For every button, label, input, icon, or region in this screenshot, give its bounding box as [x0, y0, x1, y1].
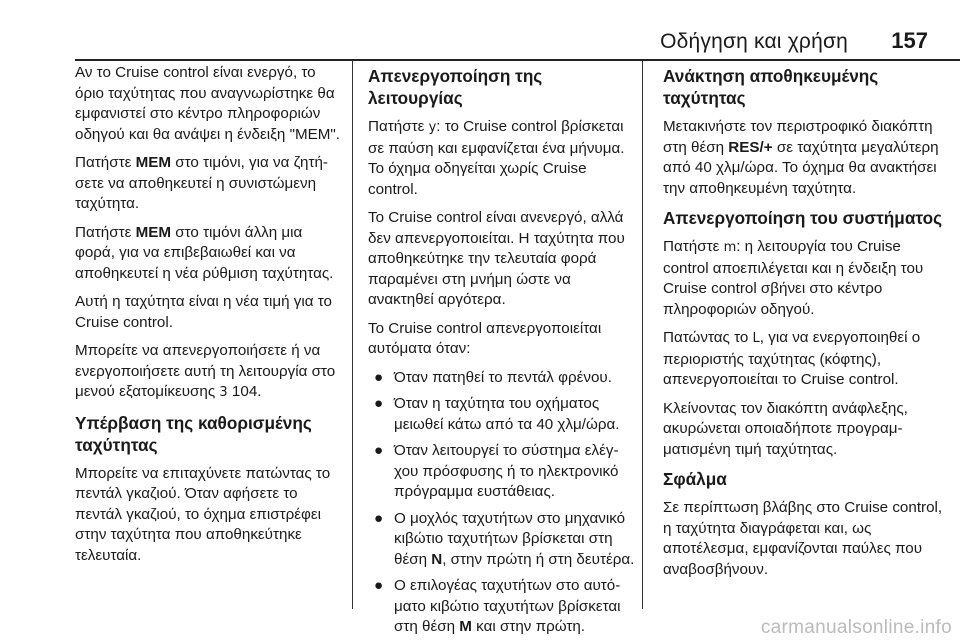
column-3 [663, 63, 948, 588]
header-rule [75, 59, 960, 61]
mem-key-label: MEM [135, 223, 171, 241]
paragraph: Αυτή η ταχύτητα είναι η νέα τιμή για το Cruise control. [75, 293, 332, 331]
paragraph: Μπορείτε να απενεργοποιήσετε ή να ενεργοποιήσετε αυτή τη λειτουργία στο μενού εξατομίκευσης 3 104. [75, 342, 336, 400]
list-item: ● Όταν η ταχύτητα του οχήματος μειωθεί κάτω από τα 40 χλμ/ώρα. [374, 395, 620, 433]
paragraph: Πατώντας το L, για να ενεργοποιηθεί ο περιοριστής ταχύτητας (κόφτης), απενεργοποιείται το Cruise control. [663, 329, 921, 388]
page-footer [0, 615, 960, 642]
paragraph: Το Cruise control απενεργοποιείται αυτόματα όταν: [368, 319, 602, 357]
watermark: carmanualsonline.info [760, 617, 952, 638]
bullet-icon: ● [374, 395, 384, 412]
paragraph: Πατήστε MEM στο τιμόνι, για να ζητήσετε να αποθηκευτεί η συνιστώμενη ταχύτητα. [75, 154, 328, 212]
paragraph: Μετακινήστε τον περιστροφικό διακόπτη στη θέση RES/+ σε ταχύτητα μεγαλύτερη από 40 χλμ/ώρα. Το όχημα θα ανακτήσει την αποθηκευμένη ταχύτητα. [663, 118, 939, 197]
bullet-icon: ● [374, 442, 384, 459]
heading-exceed-speed: Υπέρβαση της καθορισμένης ταχύτητας [75, 412, 312, 455]
deactivation-conditions-list [368, 368, 636, 638]
heading-deactivate-function: Απενεργοποίηση της λειτουργίας [368, 66, 543, 108]
page-number: 157 [891, 28, 928, 53]
speed-limiter-icon: L [752, 331, 760, 346]
list-item: ● Ο επιλογέας ταχυτήτων στο αυτόματο κιβώτιο ταχυτήτων βρίσκεται στη θέση M και στην πρώτη. [374, 577, 621, 635]
bullet-icon: ● [374, 368, 384, 386]
heading-deactivate-system: Απενεργοποίηση του συστήματος [663, 208, 943, 228]
bullet-icon: ● [374, 509, 384, 527]
paragraph: Σε περίπτωση βλάβης στο Cruise control, η ταχύτητα διαγράφεται και, ως αποτέλεσμα, εμφανίζονται παύλες που αναβοσβήνουν. [663, 499, 943, 578]
paragraph: Πατήστε MEM στο τιμόνι άλλη μια φορά, για να επιβεβαιωθεί και να αποθηκευτεί η νέα ρύθμιση ταχύτητας. [75, 223, 334, 282]
mem-key-label: MEM [135, 154, 171, 171]
list-item: ● Όταν πατηθεί το πεντάλ φρένου. [368, 368, 636, 389]
list-item: ● Όταν λειτουργεί το σύστημα ελέγχου πρόσφυσης ή το ηλεκτρονικό πρόγραμμα ευστάθειας. [374, 442, 619, 500]
paragraph: Αν το Cruise control είναι ενεργό, το όριο ταχύτητας που αναγνωρίστηκε θα εμφανιστεί στο κέντρο πληροφοριών οδηγού και θα ανάψει η ένδειξη "MEM". [75, 64, 341, 143]
column-2 [368, 63, 636, 644]
pause-button-icon: y [428, 120, 437, 135]
paragraph: Μπορείτε να επιταχύνετε πατώντας το πεντάλ γκαζιού. Όταν αφήσετε το πεντάλ γκαζιού, το όχημα επιστρέφει στην ταχύτητα που αποθηκεύτηκε τελευταία. [75, 464, 331, 564]
paragraph: Το Cruise control είναι ανενεργό, αλλά δεν απενεργοποιείται. Η ταχύτητα που αποθηκεύτηκε την τελευταία φορά παραμένει στη μνήμη ώστε να ανακτηθεί αργότερα. [368, 209, 625, 308]
page-reference-icon[interactable]: 3 [219, 385, 228, 400]
paragraph: Κλείνοντας τον διακόπτη ανάφλεξης, ακυρώνεται οποιαδήποτε προγραμματισμένη τιμή ταχύτητας. [663, 399, 908, 458]
list-item: ● Ο μοχλός ταχυτήτων στο μηχανικό κιβώτιο ταχυτήτων βρίσκεται στη θέση N, στην πρώτη ή στη δευτέρα. [374, 509, 635, 568]
heading-fault: Σφάλμα [663, 469, 727, 489]
column-divider [642, 61, 643, 609]
column-divider [352, 61, 353, 609]
page-header [0, 0, 960, 58]
paragraph: Πατήστε y: το Cruise control βρίσκεται σε παύση και εμφανίζεται ένα μήνυμα. Το όχημα οδηγείται χωρίς Cruise control. [368, 118, 625, 198]
cruise-off-icon: m [723, 240, 737, 255]
res-plus-label: RES/+ [728, 138, 773, 156]
bullet-icon: ● [374, 577, 384, 594]
heading-recall-speed: Ανάκτηση αποθηκευμένης ταχύτητας [663, 66, 879, 108]
paragraph: Πατήστε m: η λειτουργία του Cruise control αποεπιλέγεται και η ένδειξη του Cruise control σβήνει στο κέντρο πληροφοριών οδηγού. [663, 238, 924, 318]
section-title: Οδήγηση και χρήση [660, 30, 848, 53]
column-1 [75, 63, 343, 574]
